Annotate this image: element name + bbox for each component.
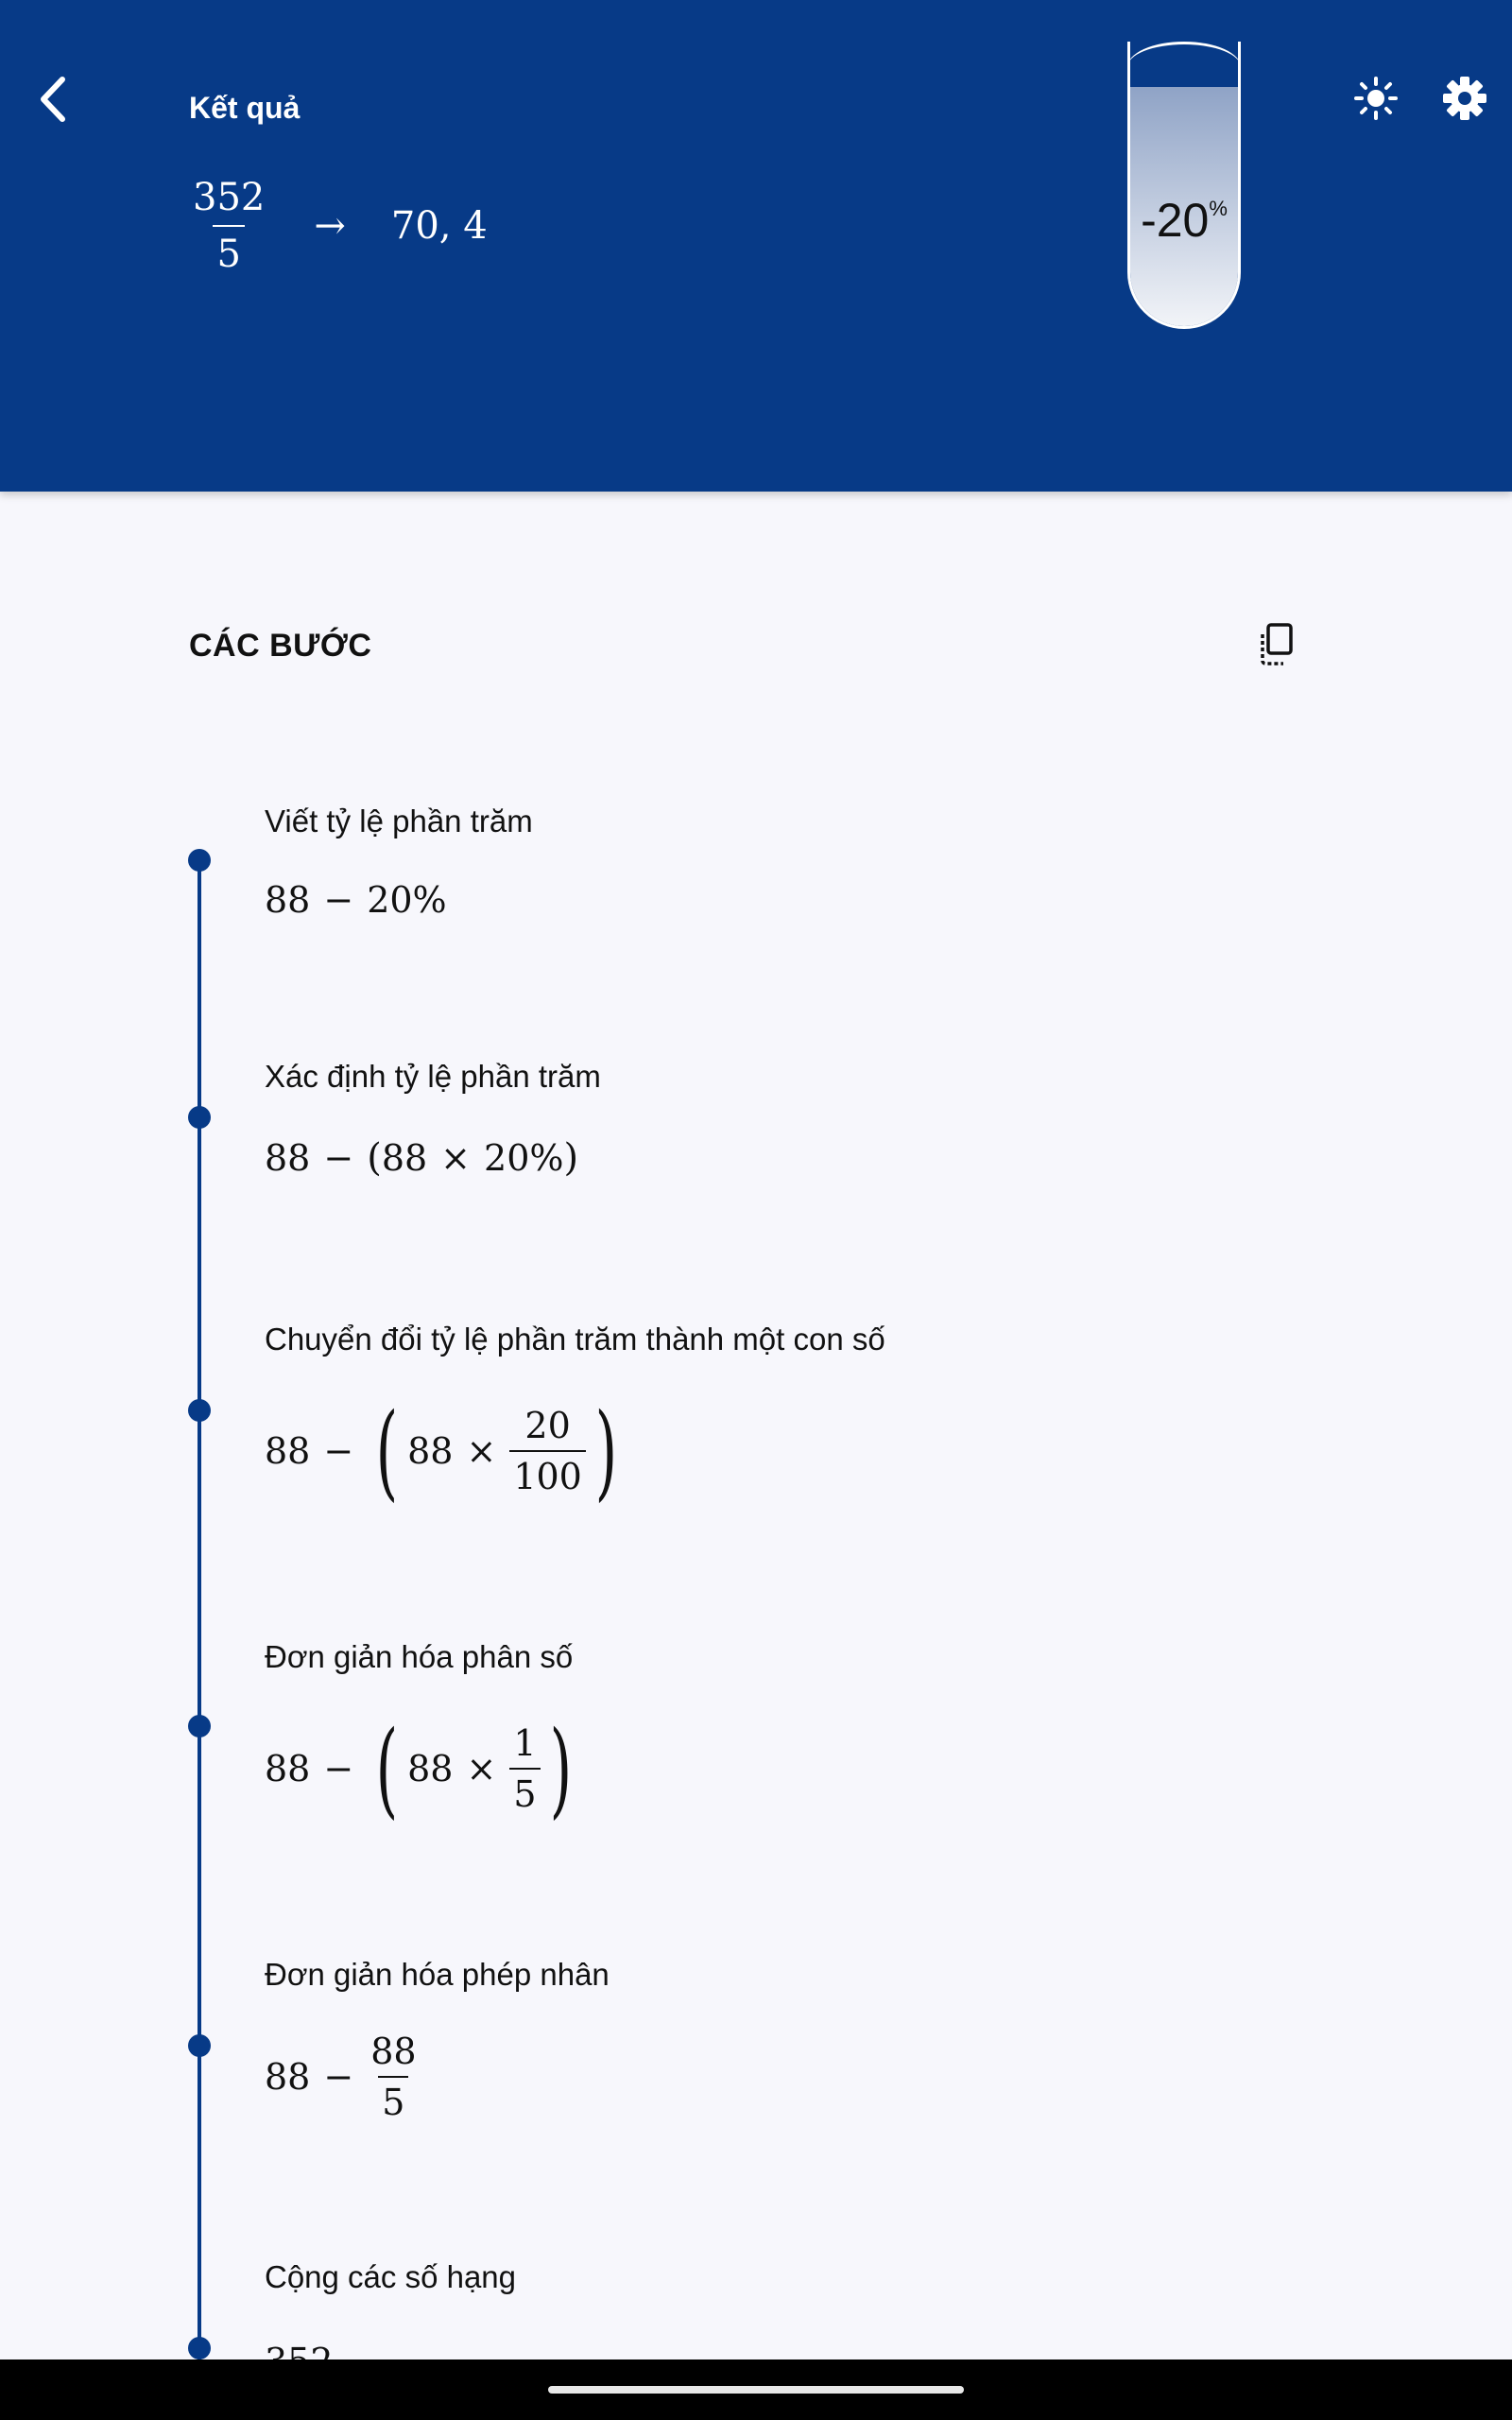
step-math <box>265 879 447 921</box>
gear-icon <box>1441 75 1488 122</box>
step-dot <box>188 849 211 872</box>
step-label: Chuyển đổi tỷ lệ phần trăm thành một con số <box>265 1322 885 1357</box>
system-navigation-bar <box>0 2360 1512 2420</box>
step-dot <box>188 1399 211 1422</box>
copy-icon <box>1255 621 1297 668</box>
back-chevron-icon <box>36 76 68 123</box>
step-label: Viết tỷ lệ phần trăm <box>265 804 533 838</box>
math-term: 88 <box>265 1430 311 1472</box>
step-label: Đơn giản hóa phân số <box>265 1639 574 1674</box>
step-dot <box>188 1106 211 1129</box>
step-dot <box>188 2337 211 2360</box>
copy-button[interactable] <box>1249 616 1302 673</box>
math-operator: × <box>466 1430 497 1472</box>
fraction-denominator: 5 <box>509 1768 540 1815</box>
math-paren-close: ) <box>594 1391 618 1512</box>
percentage-gauge[interactable] <box>1127 42 1241 329</box>
math-term: 88 <box>265 1748 311 1789</box>
step-math <box>265 1136 578 1180</box>
math-operator: − <box>323 2056 354 2098</box>
theme-toggle-button[interactable] <box>1348 70 1404 127</box>
settings-button[interactable] <box>1436 70 1493 127</box>
result-header <box>0 0 1512 492</box>
math-paren-close: ) <box>563 1136 579 1180</box>
math-operator: × <box>440 1137 472 1179</box>
result-expression <box>189 174 488 278</box>
steps-timeline <box>198 860 201 2367</box>
fraction-numerator: 1 <box>513 1722 537 1764</box>
math-operator: − <box>323 879 354 921</box>
gauge-unit: % <box>1209 197 1228 220</box>
math-term: 88 <box>265 2056 311 2098</box>
step-math <box>265 2031 421 2123</box>
math-term: 88 <box>407 1748 454 1789</box>
math-term: 88 <box>407 1430 454 1472</box>
step-math <box>265 1391 627 1512</box>
math-paren-close: ) <box>549 1708 572 1829</box>
fraction-denominator: 100 <box>509 1450 586 1497</box>
math-operator: × <box>466 1748 497 1789</box>
math-term: 88 <box>265 879 311 921</box>
math-paren-open: ( <box>375 1391 399 1512</box>
header-title: Kết quả <box>189 91 301 125</box>
result-fraction <box>189 176 268 276</box>
math-paren-open: ( <box>375 1708 399 1829</box>
result-denominator: 5 <box>213 225 244 276</box>
fraction-numerator: 88 <box>370 2031 417 2072</box>
math-paren-open: ( <box>367 1136 382 1180</box>
back-button[interactable] <box>28 66 76 132</box>
step-dot <box>188 1715 211 1737</box>
math-term: 88 <box>265 1137 311 1179</box>
step-dot <box>188 2034 211 2057</box>
step-label: Xác định tỷ lệ phần trăm <box>265 1059 601 1094</box>
gauge-value: -20 <box>1141 194 1210 247</box>
steps-title: CÁC BƯỚC <box>189 628 372 664</box>
result-value: 70, 4 <box>390 204 488 248</box>
math-term: 88 <box>381 1137 428 1179</box>
step-label: Cộng các số hạng <box>265 2259 517 2294</box>
step-math <box>265 1708 580 1829</box>
gauge-label <box>1130 193 1238 248</box>
math-term: 20% <box>484 1137 564 1179</box>
math-fraction <box>509 1405 586 1497</box>
home-gesture-handle[interactable] <box>548 2386 964 2394</box>
fraction-numerator: 20 <box>524 1405 571 1446</box>
fraction-denominator: 5 <box>378 2076 408 2123</box>
math-term: 20% <box>367 879 447 921</box>
math-operator: − <box>323 1748 354 1789</box>
step-label: Đơn giản hóa phép nhân <box>265 1957 610 1992</box>
result-numerator: 352 <box>193 176 266 219</box>
result-arrow: → <box>314 204 346 248</box>
sun-icon <box>1353 76 1399 121</box>
math-operator: − <box>323 1430 354 1472</box>
math-fraction <box>367 2031 420 2123</box>
math-operator: − <box>323 1137 354 1179</box>
math-fraction <box>509 1722 540 1815</box>
